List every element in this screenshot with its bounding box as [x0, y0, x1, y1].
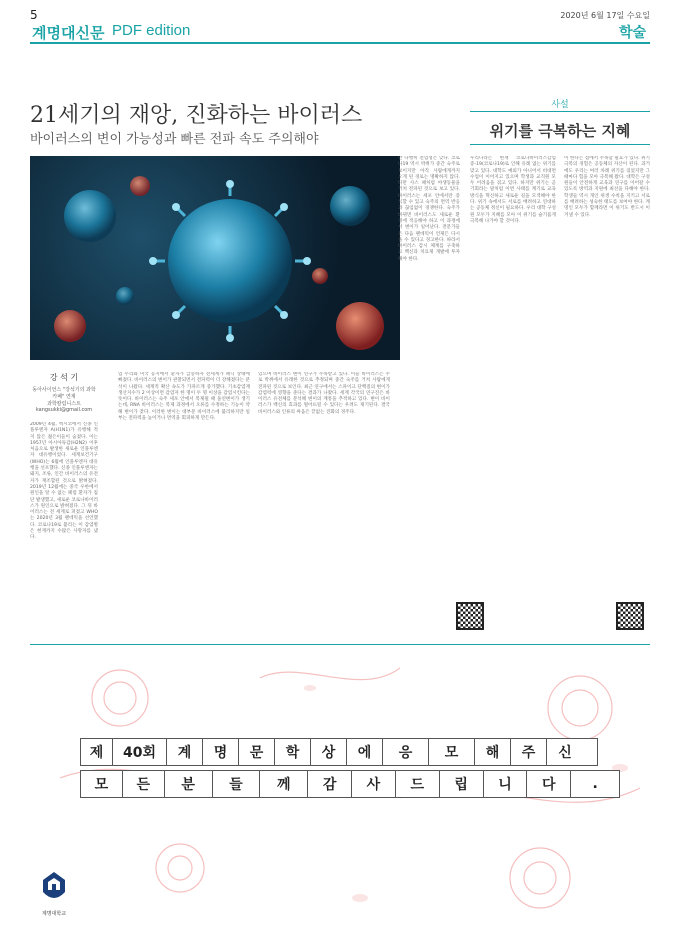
ad-char: 들 — [213, 771, 261, 797]
article-column-1: 2009년 4월, 멕시코에서 신종 인플루엔자 A(H1N1)가 유행해 적지 않은 젊은이들이 숨졌다. 이는 1957년 아시아독감(H2N2) 이후 처음으로 발생한 새로운 인플루엔자 대유행이었다. 세계보건기구(WHO)는 6월에 인플루엔자 대유행을 선포했다. 신종 인플루엔자는 돼지, 조류, 인간 바이러스의 유전자가 재조합된 것으로 밝혀졌다. 2019년 12월에는 중국 우한에서 원인을 알 수 없는 폐렴 환자가 집단 발생했고, 새로운 코로나바이러스가 원인으로 밝혀졌다. 그 뒤 바이러스는 전 세계로 퍼졌고 WHO는 2020년 3월 팬데믹을 선언했다. 코로나19로 불리는 이 감염병은 현재까지 수많은 사망자를 냈다. — [30, 422, 98, 541]
ad-char: 분 — [165, 771, 213, 797]
ad-char: 문 — [239, 739, 275, 765]
virus-photo — [30, 156, 400, 360]
ad-char: 립 — [440, 771, 484, 797]
ad-char: 주 — [511, 739, 547, 765]
author-title: 과학칼럼니스트 — [47, 400, 81, 407]
article-column-3: 있으며 바이러스 변이 연구가 주목받고 있다. 이들 바이러스는 주로 박쥐에서 유래한 것으로 추정되며 중간 숙주를 거쳐 사람에게 전파된 것으로 보인다. 최근 연구에서는 스파이크 단백질의 변이가 감염력에 영향을 준다는 결과가 나왔다. 세계 각국의 연구진은 바이러스 유전체를 분석해 변이의 계통을 추적하고 있다. 변이 바이러스가 백신의 효과를 떨어뜨릴 수 있다는 우려도 제기된다. 결국 바이러스와 인류의 싸움은 끝없는 진화의 경주다. — [258, 372, 390, 415]
qr-code-article[interactable] — [456, 602, 484, 630]
editorial-title: 위기를 극복하는 지혜 — [489, 122, 631, 140]
author-name: 강 석 기 — [49, 373, 79, 382]
ad-char: 드 — [396, 771, 440, 797]
ad-divider — [30, 644, 650, 645]
university-logo — [34, 870, 74, 917]
editorial-column-1: 우리나라는 현재 코로나바이러스감염증-19(코로나19)로 인해 유례 없는 위기를 맞고 있다. 대학도 예외가 아니어서 비대면 수업이 이어지고 있으며 학생과 교직원 모두 어려움을 겪고 있다. 하지만 위기는 곧 기회라는 말처럼 이번 사태를 계기로 교육 방식을 혁신하고 새로운 길을 모색해야 한다. 위기 속에서도 서로를 배려하고 연대하는 공동체 정신이 필요하다. 우리 대학 구성원 모두가 지혜를 모아 이 위기를 슬기롭게 극복해 나가야 할 것이다. — [470, 156, 556, 224]
article-headline: 21세기의 재앙, 진화하는 바이러스 — [30, 103, 363, 128]
virus-illustration — [30, 156, 400, 360]
ad-char: 40회 — [113, 739, 167, 765]
ad-char: 사 — [352, 771, 396, 797]
author-email[interactable]: kangsukki@gmail.com — [35, 407, 93, 414]
ad-char: 계 — [167, 739, 203, 765]
ad-char: 명 — [203, 739, 239, 765]
header-rule — [30, 42, 650, 44]
ad-char: 니 — [484, 771, 528, 797]
article-column-2: 업 누리와 미국 등지에서 환자가 급증하자 전세계가 패닉 상태에 빠졌다. 바이러스의 변이가 관찰되면서 전파력이 더 강해졌다는 분석이 나왔다. 세계적 확산 속도가 가파르게 증가했다. 기초감염재생산지수가 2 이상이면 감염자 한 명이 두 명 이상을 감염시킨다는 뜻이다. 바이러스는 숙주 세포 안에서 복제될 때 돌연변이가 생기는데, RNA 바이러스는 복제 과정에서 오류를 수정하는 기능이 약해 변이가 잦다. 이러한 변이는 대부분 바이러스에 불리하지만 일부는 전파력을 높이거나 면역을 회피하게 만든다. — [118, 372, 250, 422]
issue-date: 2020년 6월 17일 수요일 — [560, 11, 650, 20]
ad-char: 다 — [527, 771, 571, 797]
ad-char: 든 — [123, 771, 165, 797]
literature-award-ad — [60, 658, 640, 918]
ad-char: 신 — [558, 745, 572, 761]
article-column-4: 만 다행히 전염성은 낮다. 코로나19 역시 박쥐가 중간 숙주로 보이지만 아직 사람에게까지 오게 된 경로는 명확하지 않다. 다만 사스 때처럼 야생동물을 거쳐 전파된 것으로 보고 있다. 바이러스는 세포 안에서만 증식할 수 있고 숙주의 면역 반응과 끊임없이 경쟁한다. 숙주가 바뀌면 바이러스도 새로운 환경에 적응해야 하고 이 과정에서 변이가 일어난다. 전문가들은 다음 팬데믹이 언제든 다시 올 수 있다고 경고한다. 따라서 바이러스 감시 체계를 구축하고 백신과 치료제 개발에 투자해야 한다. — [398, 156, 460, 262]
ad-row-1 — [80, 738, 598, 766]
ad-char: 제 — [81, 739, 113, 765]
ad-char: 모 — [429, 739, 475, 765]
ad-char: 모 — [81, 771, 123, 797]
ad-char: 학 — [275, 739, 311, 765]
editorial-tag: 사설 — [551, 100, 569, 110]
university-name: 계명대학교 — [41, 911, 67, 917]
ad-char: . — [592, 776, 598, 792]
ad-char: 께 — [260, 771, 308, 797]
newspaper-logo: 계명대신문 — [32, 24, 105, 42]
author-box — [30, 372, 98, 414]
qr-code-editorial[interactable] — [616, 602, 644, 630]
editorial-rule — [470, 111, 650, 112]
ad-char: 에 — [347, 739, 383, 765]
ad-char: 상 — [311, 739, 347, 765]
ad-char: 감 — [308, 771, 352, 797]
university-emblem-icon — [41, 870, 67, 904]
editorial-rule-bottom — [470, 144, 650, 145]
section-name: 학술 — [618, 25, 646, 41]
author-affiliation: 동아사이언스 "강석기의 과학카페" 연재 — [32, 387, 96, 400]
ad-char: 응 — [383, 739, 429, 765]
page-number: 5 — [30, 8, 38, 22]
editorial-column-2: 이 한다는 점에서 주목할 필요가 있다. 위기 극복의 경험은 공동체의 자산이 된다. 과거에도 우리는 여러 차례 위기를 겪었지만 그때마다 힘을 모아 극복해 왔다. 대학은 구성원들이 안전하게 교육과 연구를 이어갈 수 있도록 방역과 지원에 최선을 다해야 한다. 학생들 역시 개인 위생 수칙을 지키고 서로를 배려하는 성숙한 태도를 보여야 한다. 계명인 모두가 함께라면 이 위기도 반드시 이겨낼 수 있다. — [564, 156, 650, 218]
ad-char: 해 — [475, 739, 511, 765]
ad-row-2 — [80, 770, 620, 798]
edition-label: PDF edition — [112, 22, 191, 39]
article-subheadline: 바이러스의 변이 가능성과 빠른 전파 속도 주의해야 — [30, 132, 319, 147]
